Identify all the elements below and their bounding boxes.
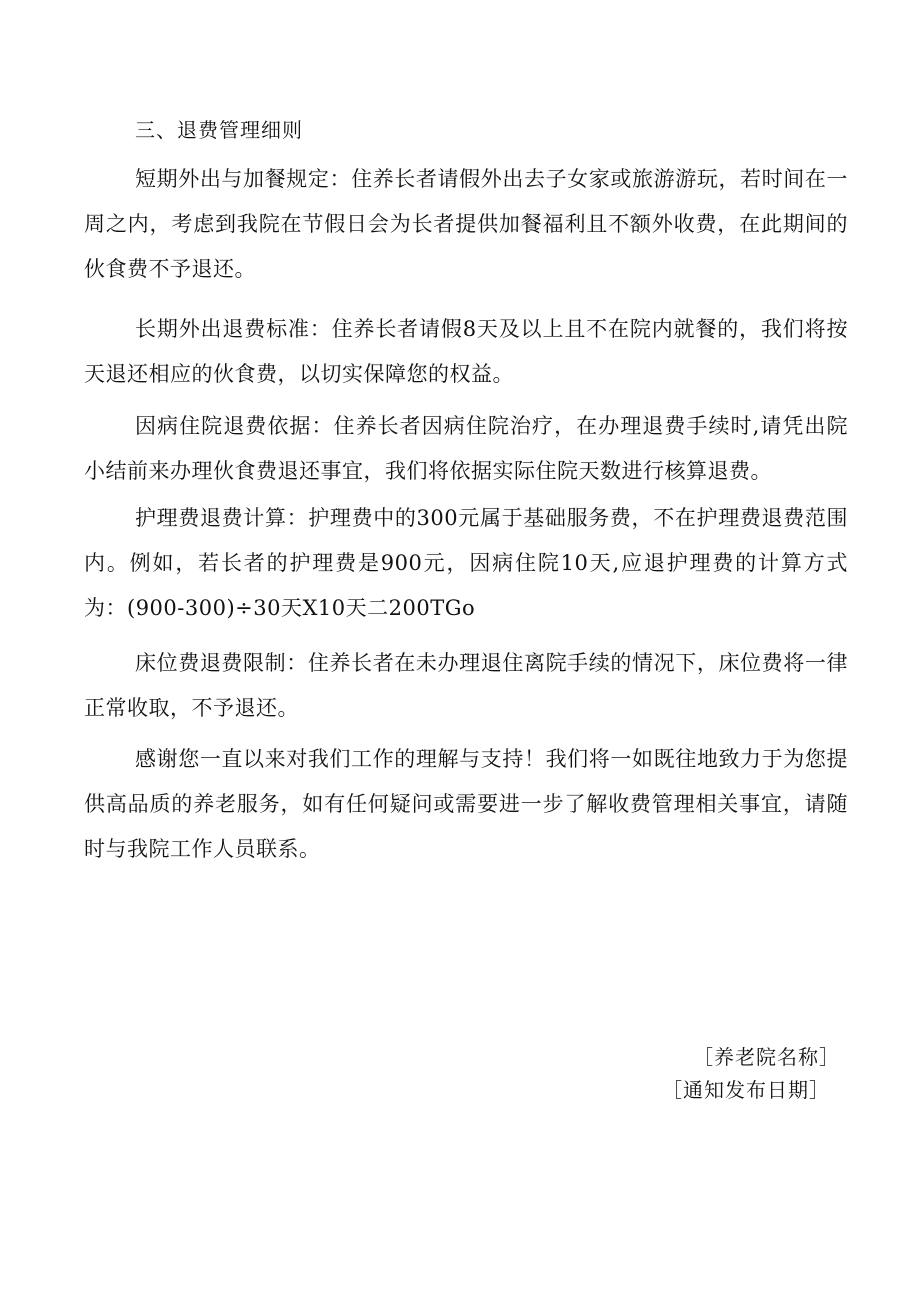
signature-org-name: ［养老院名称］ xyxy=(693,1045,840,1069)
paragraph-short-term-leave: 短期外出与加餐规定：住养长者请假外出去子女家或旅游游玩，若时间在一周之内，考虑到我院在节假日会为长者提供加餐福利且不额外收费，在此期间的伙食费不予退还。 xyxy=(84,167,848,281)
paragraph-closing-thanks: 感谢您一直以来对我们工作的理解与支持！我们将一如既往地致力于为您提供高品质的养老服务，如有任何疑问或需要进一步了解收费管理相关事宜，请随时与我院工作人员联系。 xyxy=(84,747,848,861)
section-heading: 三、退费管理细则 xyxy=(135,118,303,142)
paragraph-long-term-leave: 长期外出退费标准：住养长者请假8天及以上且不在院内就餐的，我们将按天退还相应的伙食费，以切实保障您的权益。 xyxy=(84,317,848,386)
paragraph-hospitalization-refund: 因病住院退费依据：住养长者因病住院治疗，在办理退费手续时,请凭出院小结前来办理伙食费退还事宜，我们将依据实际住院天数进行核算退费。 xyxy=(84,414,848,483)
signature-issue-date: ［通知发布日期］ xyxy=(662,1078,830,1102)
paragraph-bed-fee-restriction: 床位费退费限制：住养长者在未办理退住离院手续的情况下，床位费将一律正常收取，不予退还。 xyxy=(84,651,848,720)
paragraph-nursing-fee-refund: 护理费退费计算：护理费中的300元属于基础服务费，不在护理费退费范围内。例如，若长者的护理费是900元，因病住院10天,应退护理费的计算方式为：(900-300)÷30天X10天二200TGo xyxy=(84,506,848,620)
